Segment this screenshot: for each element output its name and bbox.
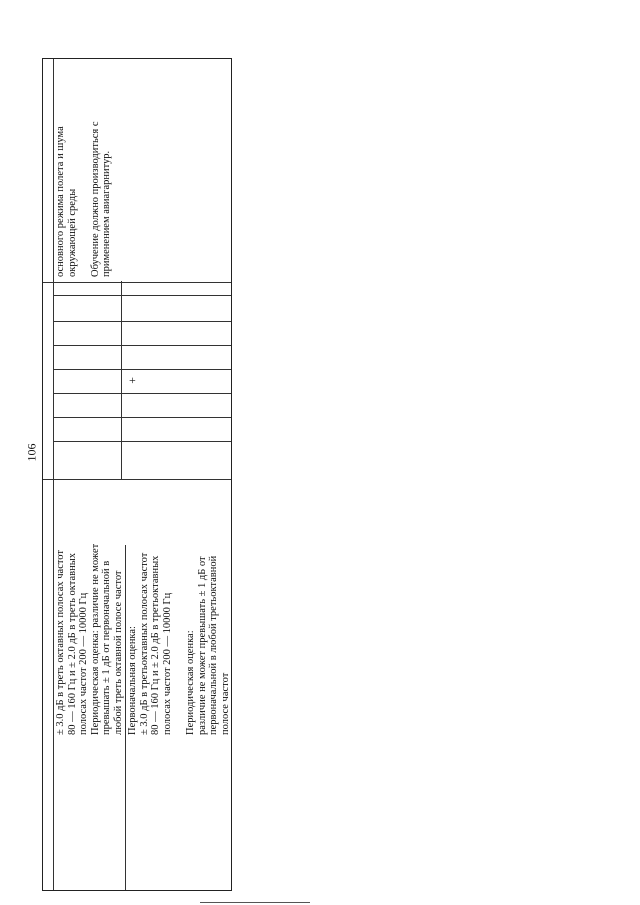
grid-line [53,321,231,322]
grid-line [53,441,231,442]
requirement-text-a: ± 3.0 дБ в треть октавных полосах частот 80 — 160 Гц и ± 2.0 дБ в треть октавных полосах частот 200 — 10000 Гц Периодическая оценка: различие не может превышать ± 1 дБ от первоначальной в любой треть октавной полосе частот [55,543,124,735]
column-divider-left [53,59,54,890]
page-number: 106 [24,443,39,462]
grid-line [53,369,231,370]
row-divider-upper [43,282,231,283]
remarks-text: основного режима полета и шума окружающей среды Обучение должно производиться с применением авиагарнитур. [55,121,113,277]
grid-line [53,417,231,418]
grid-line [53,295,231,296]
requirement-text-b: Первоначальная оценка: ± 3.0 дБ в третьоктавных полосах частот 80 — 160 Гц и ± 2.0 дБ в третьоктавных полосах частот 200 — 10000 Гц Периодическая оценка: различие не может превышать ± 1 дБ от первоначальной в любой третьоктавной полосе частот [127,552,231,735]
bottom-rule [200,902,310,903]
plus-mark: + [129,373,136,387]
grid-line [53,345,231,346]
requirements-table [42,58,232,891]
column-divider-mid-upper [121,281,122,479]
grid-line [53,393,231,394]
row-divider-main [43,479,231,480]
column-divider-mid [125,545,126,890]
